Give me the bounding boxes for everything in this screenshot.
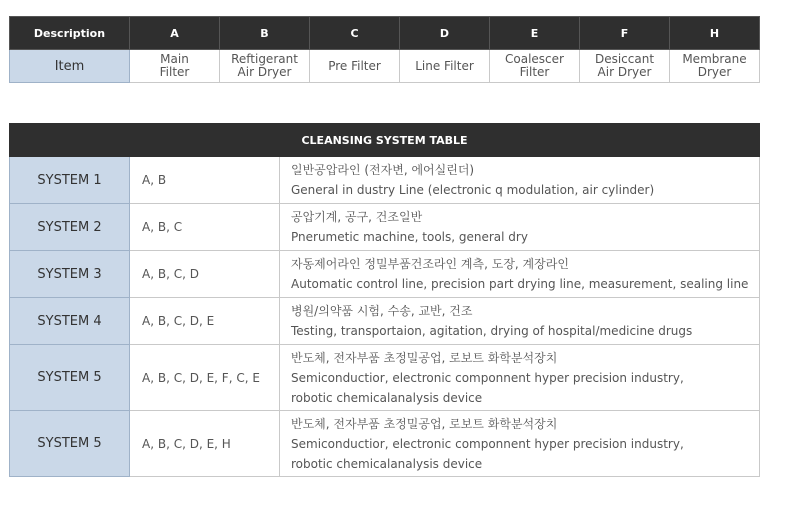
system-name: SYSTEM 5 [10,411,130,477]
legend-header-d: D [400,17,490,50]
legend-item-e [490,50,580,83]
description-english: General in dustry Line (electronic q modulation, air cylinder) [291,183,655,197]
legend-item-h-line2: Dryer [697,65,732,79]
description-english: Pnerumetic machine, tools, general dry [291,230,528,244]
table-row [10,411,760,477]
legend-item-a-line1: Main [160,52,189,66]
legend-item-f-line1: Desiccant [594,52,655,66]
description-korean: 자동제어라인 정밀부품건조라인 계측, 도장, 계장라인 [291,257,569,271]
legend-header-b: B [220,17,310,50]
system-codes: A, B, C, D, E [130,298,280,345]
system-description [280,411,760,477]
legend-header-a: A [130,17,220,50]
description-korean: 병원/의약품 시험, 수송, 교반, 건조 [291,304,473,318]
legend-header-c: C [310,17,400,50]
filter-legend-table [9,16,760,83]
system-description [280,157,760,204]
description-english: Testing, transportaion, agitation, drying of hospital/medicine drugs [291,324,693,338]
system-codes: A, B [130,157,280,204]
legend-item-a [130,50,220,83]
legend-item-c-line1: Pre Filter [328,58,381,73]
description-english: Semiconductior, electronic componnent hyper precision industry, [291,370,684,385]
description-english: Semiconductior, electronic componnent hyper precision industry, [291,436,684,451]
system-description [280,204,760,251]
system-codes: A, B, C, D, E, H [130,411,280,477]
system-codes: A, B, C [130,204,280,251]
legend-item-b [220,50,310,83]
legend-header-e: E [490,17,580,50]
description-korean: 공압기계, 공구, 건조일반 [291,210,423,224]
systems-title-row [10,124,760,157]
legend-item-h-line1: Membrane [682,52,747,66]
legend-header-h: H [670,17,760,50]
system-description [280,345,760,411]
legend-item-b-line2: Air Dryer [237,65,292,79]
legend-item-d-line1: Line Filter [415,58,474,73]
table-row [10,251,760,298]
legend-header-description: Description [10,17,130,50]
legend-item-f [580,50,670,83]
table-row [10,345,760,411]
system-codes: A, B, C, D, E, F, C, E [130,345,280,411]
legend-item-b-line1: Reftigerant [231,52,298,66]
system-codes: A, B, C, D [130,251,280,298]
legend-item-row [10,50,760,83]
description-korean: 일반공압라인 (전자변, 에어실린더) [291,163,475,177]
legend-row-label: Item [10,50,130,83]
system-name: SYSTEM 1 [10,157,130,204]
system-name: SYSTEM 4 [10,298,130,345]
system-name: SYSTEM 5 [10,345,130,411]
system-description [280,298,760,345]
description-english: Automatic control line, precision part drying line, measurement, sealing line [291,277,749,291]
system-name: SYSTEM 2 [10,204,130,251]
table-row [10,204,760,251]
legend-item-d [400,50,490,83]
description-korean: 반도체, 전자부품 초정밀공업, 로보트 화학분석장치 [291,350,558,365]
cleansing-system-table [9,123,760,477]
systems-table-title: CLEANSING SYSTEM TABLE [10,124,760,157]
system-description [280,251,760,298]
legend-item-f-line2: Air Dryer [597,65,652,79]
legend-item-h [670,50,760,83]
description-korean: 반도체, 전자부품 초정밀공업, 로보트 화학분석장치 [291,416,558,431]
legend-header-f: F [580,17,670,50]
legend-item-e-line2: Filter [519,65,550,79]
table-row [10,298,760,345]
legend-item-e-line1: Coalescer [505,52,564,66]
description-english-cont: robotic chemicalanalysis device [291,456,483,471]
table-row [10,157,760,204]
system-name: SYSTEM 3 [10,251,130,298]
legend-item-c [310,50,400,83]
legend-header-row [10,17,760,50]
legend-item-a-line2: Filter [159,65,190,79]
description-english-cont: robotic chemicalanalysis device [291,390,483,405]
